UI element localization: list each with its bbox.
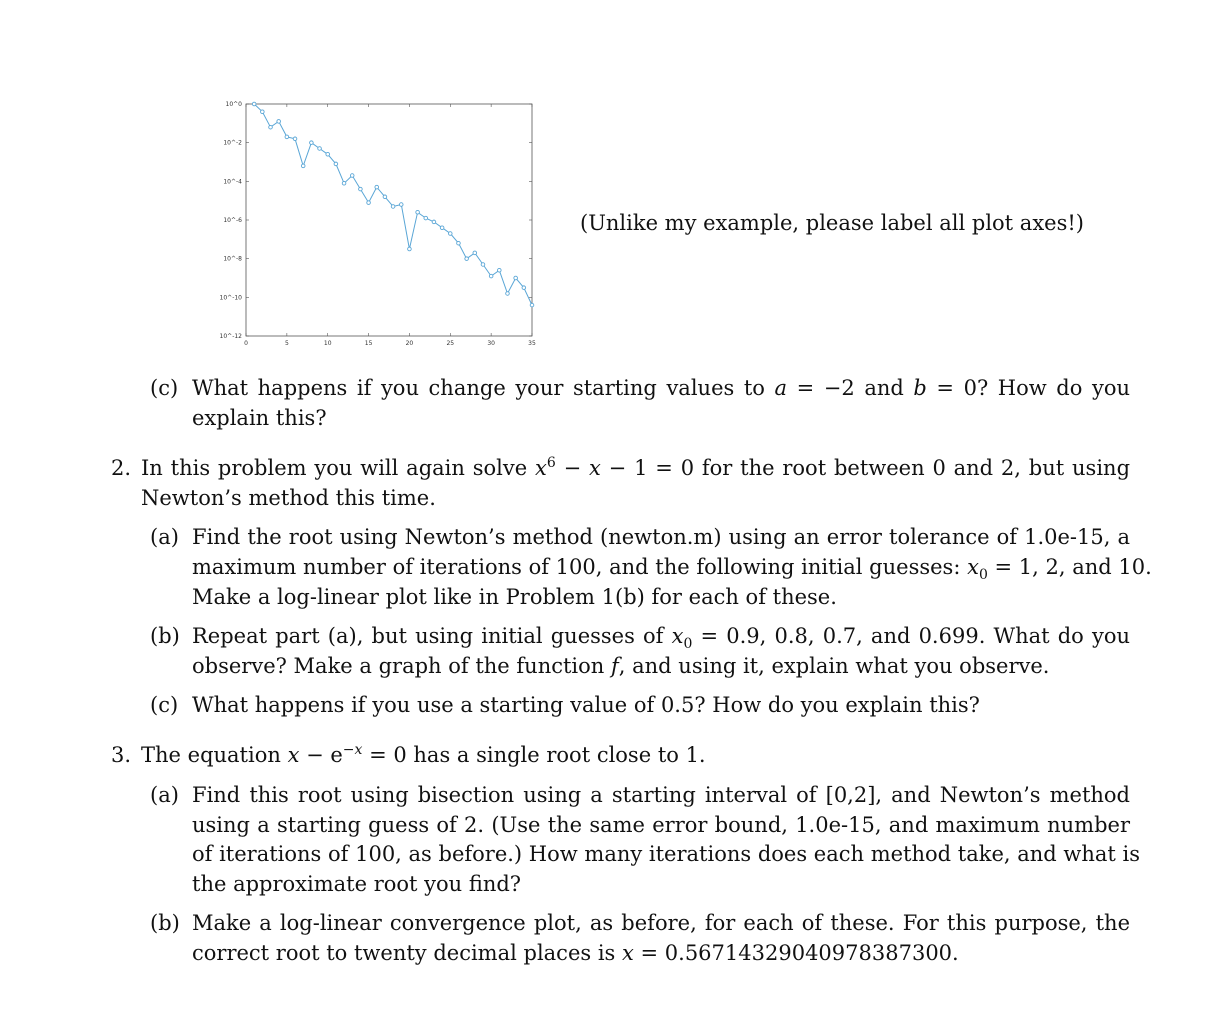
data-point <box>342 181 346 185</box>
y-tick-label: 10^0 <box>225 101 242 108</box>
data-point <box>522 286 526 290</box>
p1c-label: (c) <box>150 376 179 400</box>
data-point <box>432 220 436 224</box>
p2-number: 2. <box>111 456 132 480</box>
p3-line1: The equation $x - e^{-x} = 0$ has a single root close to 1. <box>141 742 706 767</box>
p3b-line1: Make a log-linear convergence plot, as before, for each of these. For this purpose, the <box>192 911 1130 935</box>
x-tick-label: 35 <box>528 340 536 347</box>
data-point <box>408 247 412 251</box>
p2c-line1: What happens if you use a starting value of 0.5? How do you explain this? <box>192 693 980 717</box>
y-tick-label: 10^-4 <box>223 178 242 186</box>
data-point <box>334 162 338 166</box>
p2-line2: Newton’s method this time. <box>141 486 436 510</box>
p3a-line3: of iterations of 100, as before.) How many iterations does each method take, and what is <box>192 842 1141 866</box>
data-point <box>350 174 354 178</box>
p2a-line3: Make a log-linear plot like in Problem 1(b) for each of these. <box>192 585 837 609</box>
data-point <box>489 274 493 278</box>
data-point <box>440 226 444 230</box>
data-point <box>318 147 322 151</box>
p2a-label: (a) <box>150 525 179 549</box>
data-point <box>416 210 420 214</box>
p3b-label: (b) <box>150 911 180 935</box>
data-point <box>424 216 428 220</box>
data-point <box>481 263 485 267</box>
data-point <box>285 135 289 139</box>
data-point <box>530 303 534 307</box>
data-point <box>473 251 477 255</box>
p1c-line2: explain this? <box>192 406 327 430</box>
y-tick-label: 10^-8 <box>223 255 242 263</box>
p3-number: 3. <box>111 743 132 767</box>
p1c-line1: What happens if you change your starting values to a = −2 and b = 0? How do you <box>192 376 1130 400</box>
data-point <box>465 257 469 261</box>
y-tick-label: 10^-12 <box>219 333 242 340</box>
p2a-line2: maximum number of iterations of 100, and the following initial guesses: $x_0 = 1$, 2, and 10. <box>192 555 1152 584</box>
p3a-label: (a) <box>150 783 179 807</box>
data-point <box>326 152 330 156</box>
data-point <box>391 205 395 209</box>
axis-label-note: (Unlike my example, please label all plot axes!) <box>580 211 1084 235</box>
y-tick-label: 10^-6 <box>223 217 242 224</box>
data-point <box>252 102 256 106</box>
y-tick-label: 10^-10 <box>219 294 242 302</box>
data-point <box>448 232 452 236</box>
data-point <box>359 187 363 191</box>
p3a-line2: using a starting guess of 2. (Use the same error bound, 1.0e-15, and maximum number <box>192 813 1130 837</box>
x-tick-label: 30 <box>487 340 495 347</box>
p2b-label: (b) <box>150 624 180 648</box>
data-point <box>301 164 305 168</box>
data-point <box>498 268 502 272</box>
p2b-line2: observe? Make a graph of the function f, and using it, explain what you observe. <box>192 654 1050 678</box>
x-tick-label: 15 <box>364 340 373 347</box>
x-tick-label: 5 <box>284 340 289 347</box>
p3b-line2: correct root to twenty decimal places is x = 0.56714329040978387300. <box>192 941 959 965</box>
y-tick-label: 10^-2 <box>223 139 242 147</box>
x-tick-label: 0 <box>244 340 248 347</box>
p3a-line1: Find this root using bisection using a starting interval of [0,2], and Newton’s method <box>192 783 1130 807</box>
data-point <box>293 137 297 141</box>
data-point <box>399 203 403 207</box>
data-point <box>261 110 265 114</box>
data-point <box>375 185 379 189</box>
data-point <box>367 201 371 205</box>
p3a-line4: the approximate root you find? <box>192 872 522 896</box>
x-tick-label: 10 <box>323 340 332 347</box>
data-point <box>506 292 510 296</box>
convergence-plot <box>214 96 544 356</box>
data-point <box>383 195 387 199</box>
plot-frame <box>246 104 532 336</box>
x-tick-label: 20 <box>405 340 414 347</box>
p2-line1: In this problem you will again solve $x^6 - x - 1 = 0$ for the root between 0 and 2, but using <box>141 455 1131 480</box>
data-point <box>457 241 461 245</box>
p2c-label: (c) <box>150 693 179 717</box>
data-point <box>269 125 273 129</box>
x-tick-label: 25 <box>446 340 455 347</box>
data-point <box>310 141 314 145</box>
p2a-line1: Find the root using Newton’s method (newton.m) using an error tolerance of 1.0e-15, a <box>192 525 1130 549</box>
data-point <box>514 276 518 280</box>
data-point <box>277 120 281 124</box>
p2b-line1: Repeat part (a), but using initial guesses of $x_0 = 0.9$, 0.8, 0.7, and 0.699. What do you <box>192 624 1131 653</box>
